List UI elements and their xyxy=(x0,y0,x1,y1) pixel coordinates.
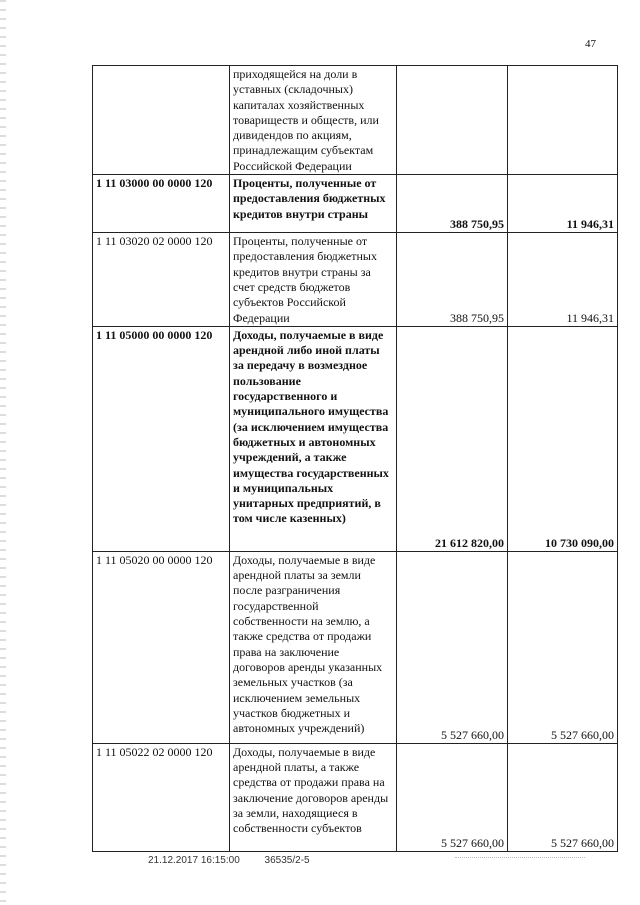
revenue-table xyxy=(92,65,618,852)
footer xyxy=(148,855,332,866)
table-row xyxy=(93,743,618,851)
footer-doc-id: 36535/2-5 xyxy=(264,855,310,866)
table-row xyxy=(93,175,618,233)
page-number: 47 xyxy=(585,38,596,50)
fact-amount-cell xyxy=(508,66,618,175)
code-cell xyxy=(93,66,230,175)
code-cell: 1 11 05000 00 0000 120 xyxy=(93,326,230,551)
fact-amount-cell: 10 730 090,00 xyxy=(508,326,618,551)
name-cell: приходящейся на доли в уставных (складочных) капиталах хозяйственных товариществ и обществ, или дивидендов по акциям, принадлежащим субъектам Российской Федерации xyxy=(230,66,397,175)
plan-amount-cell: 5 527 660,00 xyxy=(397,743,508,851)
fact-amount-cell: 5 527 660,00 xyxy=(508,743,618,851)
plan-amount-cell: 388 750,95 xyxy=(397,175,508,233)
table-row xyxy=(93,551,618,743)
name-cell: Доходы, получаемые в виде арендной платы, а также средства от продажи права на заключение договоров аренды за земли, находящиеся в собственности субъектов xyxy=(230,743,397,851)
fact-amount-cell: 11 946,31 xyxy=(508,233,618,327)
table-row xyxy=(93,326,618,551)
code-cell: 1 11 03000 00 0000 120 xyxy=(93,175,230,233)
plan-amount-cell: 5 527 660,00 xyxy=(397,551,508,743)
code-cell: 1 11 05020 00 0000 120 xyxy=(93,551,230,743)
revenue-table-body xyxy=(93,66,618,852)
code-cell: 1 11 03020 02 0000 120 xyxy=(93,233,230,327)
name-cell: Проценты, полученные от предоставления бюджетных кредитов внутри страны за счет средств бюджетов субъектов Российской Федерации xyxy=(230,233,397,327)
fact-amount-cell: 11 946,31 xyxy=(508,175,618,233)
name-cell: Доходы, получаемые в виде арендной платы за земли после разграничения государственной собственности на землю, а также средства от продажи права на заключение договоров аренды указанных земельных участков (за исключением земельных участков бюджетных и автономных учреждений) xyxy=(230,551,397,743)
scan-edge xyxy=(0,0,6,905)
name-cell: Проценты, полученные от предоставления бюджетных кредитов внутри страны xyxy=(230,175,397,233)
name-cell: Доходы, получаемые в виде арендной либо иной платы за передачу в возмездное пользование государственного и муниципального имущества (за исключением имущества бюджетных и автономных учреждений, а также имущества государственных и муниципальных унитарных предприятий, в том числе казенных) xyxy=(230,326,397,551)
fact-amount-cell: 5 527 660,00 xyxy=(508,551,618,743)
code-cell: 1 11 05022 02 0000 120 xyxy=(93,743,230,851)
plan-amount-cell xyxy=(397,66,508,175)
footer-mark xyxy=(455,857,585,862)
table-row xyxy=(93,66,618,175)
table-row xyxy=(93,233,618,327)
plan-amount-cell: 21 612 820,00 xyxy=(397,326,508,551)
footer-datetime: 21.12.2017 16:15:00 xyxy=(148,855,240,866)
plan-amount-cell: 388 750,95 xyxy=(397,233,508,327)
